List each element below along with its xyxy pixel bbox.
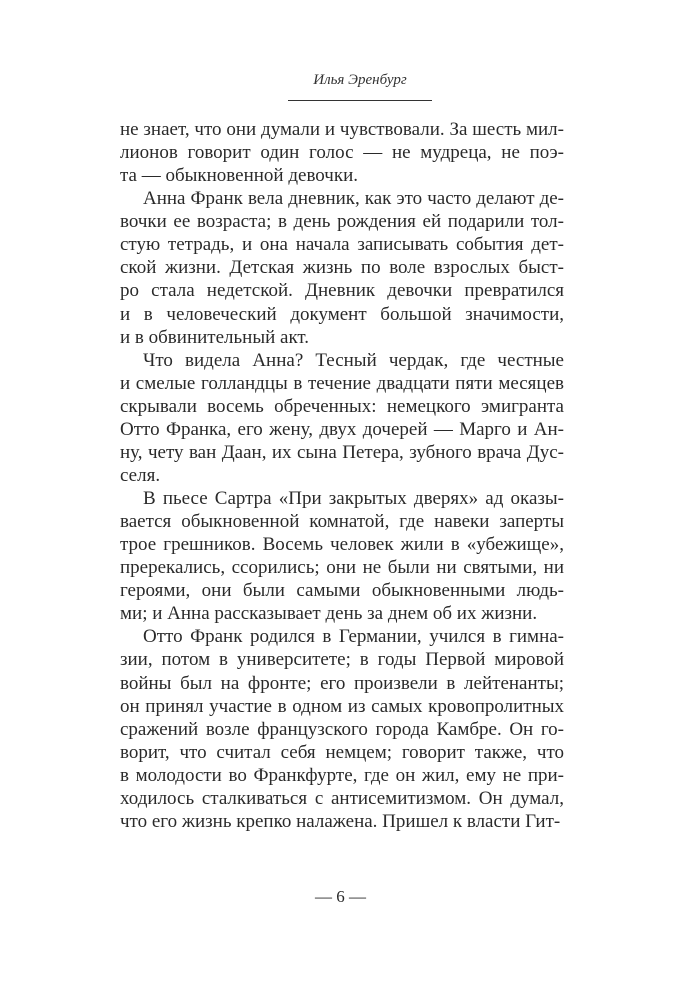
text-line: лионов говорит один голос — не мудреца, не поэ- xyxy=(120,142,564,164)
paragraph xyxy=(120,118,564,187)
text-line: в молодости во Франкфурте, где он жил, ему не при- xyxy=(120,764,564,786)
text-line: та — обыкновенной девочки. xyxy=(120,165,359,187)
text-line: В пьесе Сартра «При закрытых дверях» ад оказы- xyxy=(143,488,564,509)
text-line: зии, потом в университете; в годы Первой мировой xyxy=(120,649,564,671)
running-head-author: Илья Эренбург xyxy=(313,72,407,88)
text-line: и смелые голландцы в течение двадцати пяти месяцев xyxy=(120,372,564,394)
text-line: вочки ее возраста; в день рождения ей подарили тол- xyxy=(120,211,564,233)
paragraph xyxy=(120,187,564,348)
text-line: ну, чету ван Даан, их сына Петера, зубного врача Дус- xyxy=(120,441,564,463)
text-line: ходилось сталкиваться с антисемитизмом. Он думал, xyxy=(120,787,564,809)
paragraph xyxy=(120,625,564,833)
text-line: героями, они были самыми обыкновенными людь- xyxy=(120,580,564,602)
text-line: скрывали восемь обреченных: немецкого эмигранта xyxy=(120,395,564,417)
text-line: Что видела Анна? Тесный чердак, где честные xyxy=(143,349,564,371)
text-line: и в человеческий документ большой значимости, xyxy=(120,303,564,325)
text-line: он принял участие в одном из самых кровопролитных xyxy=(120,695,564,717)
body-text xyxy=(120,118,564,833)
text-line: Анна Франк вела дневник, как это часто делают де- xyxy=(143,188,564,210)
header-rule xyxy=(288,100,432,101)
text-line: Отто Франка, его жену, двух дочерей — Марго и Ан- xyxy=(120,418,564,440)
text-line: ро стала недетской. Дневник девочки превратился xyxy=(120,280,564,302)
page-number: — 6 — xyxy=(315,887,366,906)
text-line: войны был на фронте; его произвели в лейтенанты; xyxy=(120,672,564,694)
text-line: ворит, что считал себя немцем; говорит также, что xyxy=(120,741,564,763)
text-line: сражений возле французского города Камбре. Он го- xyxy=(120,718,564,740)
text-line: вается обыкновенной комнатой, где навеки заперты xyxy=(120,511,564,533)
text-line: ской жизни. Детская жизнь по воле взрослых быст- xyxy=(120,257,564,279)
text-line: и в обвинительный акт. xyxy=(120,326,310,348)
text-line: пререкались, ссорились; они не были ни святыми, ни xyxy=(120,557,564,579)
text-line: Отто Франк родился в Германии, учился в гимна- xyxy=(143,626,564,648)
text-line: трое грешников. Восемь человек жили в «убежище», xyxy=(120,534,564,556)
text-line: селя. xyxy=(120,464,161,486)
paragraph xyxy=(120,349,564,487)
text-line: ми; и Анна рассказывает день за днем об их жизни. xyxy=(120,603,538,625)
text-line: стую тетрадь, и она начала записывать события дет- xyxy=(120,234,564,256)
text-line: что его жизнь крепко налажена. Пришел к власти Гит- xyxy=(120,810,561,832)
paragraph xyxy=(120,487,564,625)
text-line: не знает, что они думали и чувствовали. За шесть мил- xyxy=(120,119,564,140)
